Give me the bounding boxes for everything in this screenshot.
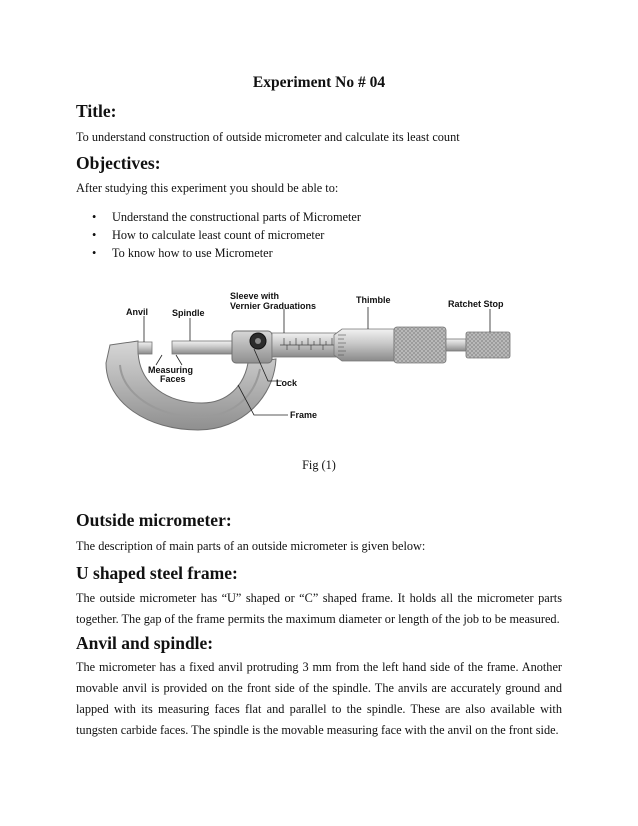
- u-frame-text: The outside micrometer has “U” shaped or “C” shaped frame. It holds all the micrometer parts together. The gap of the frame permits the maximum diameter or length of the job to be measured.: [76, 591, 562, 626]
- thimble-shape: [334, 329, 394, 361]
- figure-caption: Fig (1): [302, 458, 336, 472]
- list-item: • How to calculate least count of micrometer: [92, 228, 325, 242]
- bullet-icon: •: [92, 210, 97, 224]
- label-frame: Frame: [290, 410, 318, 420]
- ratchet-neck: [446, 339, 466, 351]
- ratchet-shape: [466, 332, 510, 358]
- outside-micrometer-heading: Outside micrometer:: [76, 510, 232, 530]
- experiment-title: Experiment No # 04: [252, 74, 386, 91]
- objectives-list: [76, 208, 361, 262]
- title-text: To understand construction of outside micrometer and calculate its least count: [76, 130, 460, 144]
- label-thimble: Thimble: [356, 295, 391, 305]
- thimble-knurl: [394, 327, 446, 363]
- bullet-icon: •: [92, 228, 97, 242]
- u-frame-heading: U shaped steel frame:: [76, 563, 238, 583]
- label-ratchet-stop: Ratchet Stop: [448, 299, 504, 309]
- label-sleeve-line1: Sleeve with: [230, 291, 280, 301]
- spindle-shape: [172, 341, 234, 354]
- label-measuring-line1: Measuring: [148, 365, 194, 375]
- bullet-icon: •: [92, 246, 97, 260]
- lock-center: [255, 338, 261, 344]
- micrometer-figure: [98, 285, 524, 437]
- anvil-shape: [138, 342, 152, 354]
- list-item: • Understand the constructional parts of Micrometer: [92, 210, 361, 224]
- objectives-heading: Objectives:: [76, 153, 161, 173]
- label-sleeve-line2: Vernier Graduations: [230, 301, 317, 311]
- label-anvil: Anvil: [126, 307, 149, 317]
- label-measuring-line2: Faces: [160, 374, 186, 384]
- outside-micrometer-text: The description of main parts of an outside micrometer is given below:: [76, 539, 426, 553]
- list-item: • To know how to use Micrometer: [92, 246, 273, 260]
- label-spindle: Spindle: [172, 308, 205, 318]
- anvil-spindle-heading: Anvil and spindle:: [76, 633, 214, 653]
- label-lock: Lock: [276, 378, 298, 388]
- objectives-intro: After studying this experiment you should be able to:: [76, 181, 339, 195]
- anvil-spindle-text: The micrometer has a fixed anvil protruding 3 mm from the left hand side of the frame. Another movable anvil is provided on the front side of the spindle. The anvils are accurately ground and lapped with its measuring faces flat and parallel to the spindle. These are also available with tungsten carbide faces. The spindle is the movable measuring face with the anvil on the front side.: [76, 660, 562, 737]
- title-heading: Title:: [76, 101, 117, 121]
